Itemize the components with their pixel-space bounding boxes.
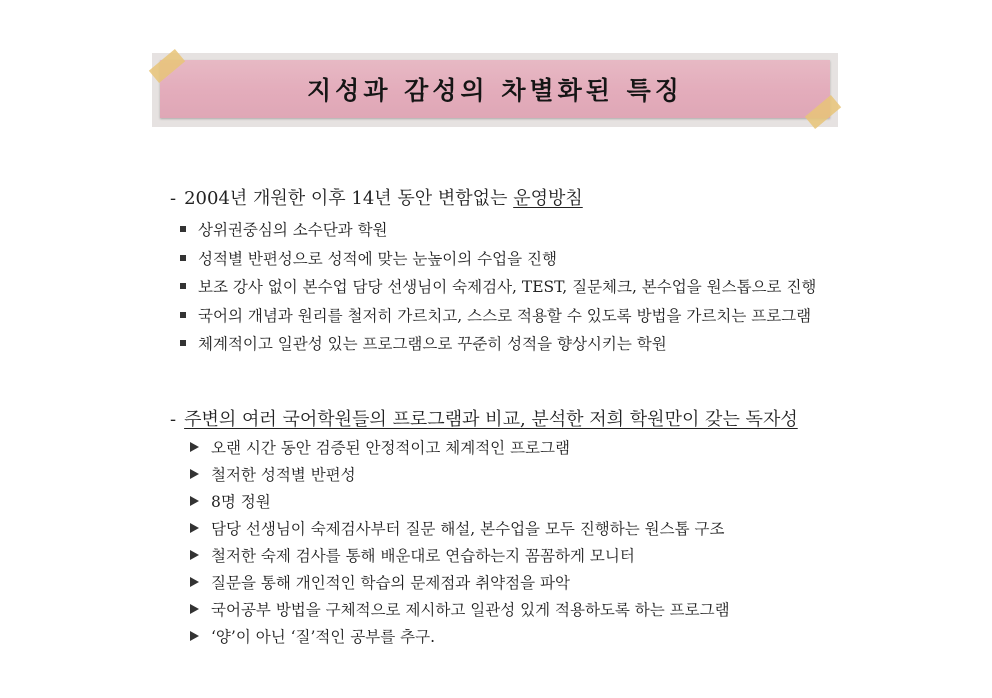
- title-banner: [160, 60, 830, 118]
- heading-underlined-text: 주변의 여러 국어학원들의 프로그램과 비교, 분석한 저희 학원만이 갖는 독자성: [184, 409, 798, 430]
- list-item-text: 국어의 개념과 원리를 철저히 가르치고, 스스로 적용할 수 있도록 방법을 가르치는 프로그램: [198, 306, 812, 325]
- list-item: [190, 622, 730, 649]
- list-item-text: 보조 강사 없이 본수업 담당 선생님이 숙제검사, TEST, 질문체크, 본수업을 원스톱으로 진행: [198, 278, 817, 297]
- list-item-text: 8명 정원: [211, 492, 271, 511]
- list-item-text: 성적별 반편성으로 성적에 맞는 눈높이의 수업을 진행: [198, 249, 557, 268]
- list-item: [190, 568, 730, 595]
- policy-list: [180, 215, 816, 358]
- section-heading-policy: [170, 184, 583, 210]
- list-item-text: 철저한 성적별 반편성: [211, 465, 356, 484]
- list-item-text: 체계적이고 일관성 있는 프로그램으로 꾸준히 성적을 향상시키는 학원: [198, 335, 667, 354]
- list-item: [190, 514, 730, 541]
- list-item-text: 오랜 시간 동안 검증된 안정적이고 체계적인 프로그램: [211, 438, 570, 457]
- list-item: [190, 595, 730, 622]
- triangle-bullet-icon: [190, 604, 199, 614]
- triangle-bullet-icon: [190, 469, 199, 479]
- list-item: [180, 215, 816, 244]
- list-item-text: ‘양’이 아닌 ‘질’적인 공부를 추구.: [211, 627, 436, 646]
- heading-text: 2004년 개원한 이후 14년 동안 변함없는: [184, 188, 514, 209]
- triangle-bullet-icon: [190, 496, 199, 506]
- triangle-bullet-icon: [190, 631, 199, 641]
- list-item: [190, 487, 730, 514]
- list-item-text: 담당 선생님이 숙제검사부터 질문 해설, 본수업을 모두 진행하는 원스톱 구조: [211, 519, 725, 538]
- list-item: [190, 460, 730, 487]
- list-item: [190, 541, 730, 568]
- uniqueness-list: [190, 433, 730, 649]
- list-item: [180, 244, 816, 273]
- list-item-text: 질문을 통해 개인적인 학습의 문제점과 취약점을 파악: [211, 573, 570, 592]
- list-item-text: 국어공부 방법을 구체적으로 제시하고 일관성 있게 적용하도록 하는 프로그램: [211, 600, 730, 619]
- square-bullet-icon: [180, 226, 186, 232]
- list-item: [180, 272, 816, 301]
- list-item: [180, 301, 816, 330]
- dash-marker: -: [170, 409, 177, 430]
- list-item-text: 상위권중심의 소수단과 학원: [198, 221, 388, 240]
- page-title: 지성과 감성의 차별화된 특징: [307, 76, 683, 105]
- square-bullet-icon: [180, 312, 186, 318]
- list-item: [190, 433, 730, 460]
- triangle-bullet-icon: [190, 442, 199, 452]
- square-bullet-icon: [180, 340, 186, 346]
- list-item-text: 철저한 숙제 검사를 통해 배운대로 연습하는지 꼼꼼하게 모니터: [211, 546, 635, 565]
- square-bullet-icon: [180, 255, 186, 261]
- triangle-bullet-icon: [190, 523, 199, 533]
- section-heading-uniqueness: [170, 405, 798, 431]
- triangle-bullet-icon: [190, 550, 199, 560]
- triangle-bullet-icon: [190, 577, 199, 587]
- heading-underlined-text: 운영방침: [513, 188, 583, 209]
- square-bullet-icon: [180, 283, 186, 289]
- list-item: [180, 329, 816, 358]
- dash-marker: -: [170, 188, 177, 209]
